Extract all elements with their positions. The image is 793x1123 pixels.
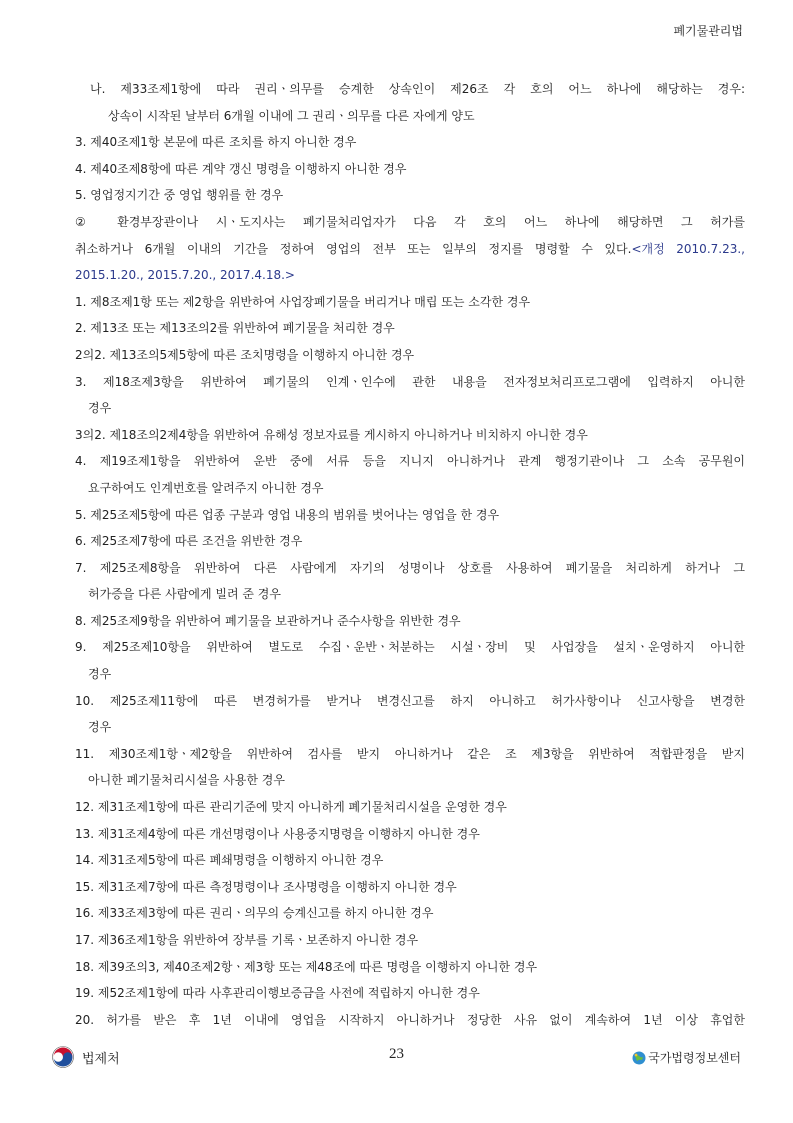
line-text: 13. 제31조제4항에 따른 개선명령이나 사용중지명령을 이행하지 아니한 경우 xyxy=(75,826,480,841)
text-line xyxy=(75,741,745,768)
line-text: 나. 제33조제1항에 따라 권리ㆍ의무를 승계한 상속인이 제26조 각 호의 어느 하나에 해당하는 경우: xyxy=(90,82,745,96)
text-line xyxy=(75,209,745,236)
text-line xyxy=(75,954,745,981)
line-text: 16. 제33조제3항에 따른 권리ㆍ의무의 승계신고를 하지 아니한 경우 xyxy=(75,906,434,921)
line-text: 2의2. 제13조의5제5항에 따른 조치명령을 이행하지 아니한 경우 xyxy=(75,347,415,362)
text-line xyxy=(75,129,745,156)
text-line xyxy=(75,634,745,661)
text-line xyxy=(75,874,745,901)
text-line xyxy=(75,714,745,741)
line-text: 취소하거나 6개월 이내의 기간을 정하여 영업의 전부 또는 일부의 정지를 명령할 수 있다. xyxy=(75,241,632,256)
text-line xyxy=(75,821,745,848)
text-line xyxy=(75,767,745,794)
law-info-center-label: 국가법령정보센터 xyxy=(648,1051,741,1065)
line-text: 2. 제13조 또는 제13조의2를 위반하여 폐기물을 처리한 경우 xyxy=(75,321,395,336)
line-text: 경우 xyxy=(88,667,112,682)
text-line xyxy=(75,1007,745,1034)
line-text: 5. 제25조제5항에 따른 업종 구분과 영업 내용의 범위를 벗어나는 영업을 한 경우 xyxy=(75,507,500,522)
line-text: 11. 제30조제1항ㆍ제2항을 위반하여 검사를 받지 아니하거나 같은 조 제3항을 위반하여 적합판정을 받지 xyxy=(75,746,745,761)
text-line xyxy=(75,342,745,369)
line-text: 5. 영업정지기간 중 영업 행위를 한 경우 xyxy=(75,188,284,203)
text-line xyxy=(75,581,745,608)
line-text: 1. 제8조제1항 또는 제2항을 위반하여 사업장폐기물을 버리거나 매립 또는 소각한 경우 xyxy=(75,294,531,309)
text-line xyxy=(75,661,745,688)
line-text: 3. 제18조제3항을 위반하여 폐기물의 인계ㆍ인수에 관한 내용을 전자정보처리프로그램에 입력하지 아니한 xyxy=(75,374,745,389)
text-line xyxy=(75,847,745,874)
line-text: 17. 제36조제1항을 위반하여 장부를 기록ㆍ보존하지 아니한 경우 xyxy=(75,933,419,947)
text-line xyxy=(75,262,745,289)
page-footer xyxy=(0,1044,793,1074)
line-text: 8. 제25조제9항을 위반하여 폐기물을 보관하거나 준수사항을 위반한 경우 xyxy=(75,613,461,628)
line-text: 10. 제25조제11항에 따른 변경허가를 받거나 변경신고를 하지 아니하고 허가사항이나 신고사항을 변경한 xyxy=(75,693,745,708)
text-line xyxy=(75,608,745,635)
page-number: 23 xyxy=(389,1046,404,1062)
line-text: 4. 제40조제8항에 따른 계약 갱신 명령을 이행하지 아니한 경우 xyxy=(75,161,407,176)
law-info-center-logo[interactable] xyxy=(632,1049,741,1066)
text-line xyxy=(75,369,745,396)
line-text: 경우 xyxy=(88,720,112,735)
text-line xyxy=(75,475,745,502)
line-text: 7. 제25조제8항을 위반하여 다른 사람에게 자기의 성명이나 상호를 사용하여 폐기물을 처리하게 하거나 그 xyxy=(75,560,745,575)
text-line xyxy=(75,156,745,183)
text-line xyxy=(75,182,745,209)
line-text: 12. 제31조제1항에 따른 관리기준에 맞지 아니하게 폐기물처리시설을 운영한 경우 xyxy=(75,800,507,815)
line-text: 20. 허가를 받은 후 1년 이내에 영업을 시작하지 아니하거나 정당한 사유 없이 계속하여 1년 이상 휴업한 xyxy=(75,1012,745,1027)
globe-icon xyxy=(632,1051,646,1065)
text-line xyxy=(75,900,745,927)
text-line xyxy=(75,528,745,555)
line-text: 9. 제25조제10항을 위반하여 별도로 수집ㆍ운반ㆍ처분하는 시설ㆍ장비 및 사업장을 설치ㆍ운영하지 아니한 xyxy=(75,640,745,655)
text-line xyxy=(75,395,745,422)
page-header-title: 폐기물관리법 xyxy=(673,24,743,38)
text-line xyxy=(75,555,745,582)
text-line xyxy=(75,422,745,449)
amendment-note: <개정 2010.7.23., xyxy=(631,241,745,256)
amendment-note: 2015.1.20., 2015.7.20., 2017.4.18.> xyxy=(75,268,295,283)
line-text: 4. 제19조제1항을 위반하여 운반 중에 서류 등을 지니지 아니하거나 관계 행정기관이나 그 소속 공무원이 xyxy=(75,454,745,469)
text-line xyxy=(75,448,745,475)
line-text: 18. 제39조의3, 제40조제2항ㆍ제3항 또는 제48조에 따른 명령을 이행하지 아니한 경우 xyxy=(75,959,538,974)
moleg-label: 법제처 xyxy=(82,1051,120,1067)
line-text: 아니한 폐기물처리시설을 사용한 경우 xyxy=(88,773,285,788)
law-text-body xyxy=(75,76,745,1033)
text-line xyxy=(75,980,745,1007)
line-text: ② 환경부장관이나 시ㆍ도지사는 폐기물처리업자가 다음 각 호의 어느 하나에 해당하면 그 허가를 xyxy=(75,214,745,229)
line-text: 15. 제31조제7항에 따른 측정명령이나 조사명령을 이행하지 아니한 경우 xyxy=(75,879,457,894)
line-text: 14. 제31조제5항에 따른 폐쇄명령을 이행하지 아니한 경우 xyxy=(75,853,384,868)
text-line xyxy=(75,688,745,715)
text-line xyxy=(75,76,745,103)
text-line xyxy=(75,315,745,342)
line-text: 19. 제52조제1항에 따라 사후관리이행보증금을 사전에 적립하지 아니한 경우 xyxy=(75,986,480,1001)
line-text: 6. 제25조제7항에 따른 조건을 위반한 경우 xyxy=(75,534,303,549)
line-text: 3. 제40조제1항 본문에 따른 조치를 하지 아니한 경우 xyxy=(75,135,357,150)
text-line xyxy=(75,289,745,316)
text-line xyxy=(75,502,745,529)
line-text: 3의2. 제18조의2제4항을 위반하여 유해성 정보자료를 게시하지 아니하거나 비치하지 아니한 경우 xyxy=(75,427,588,442)
line-text: 경우 xyxy=(88,401,112,416)
line-text: 상속이 시작된 날부터 6개월 이내에 그 권리ㆍ의무를 다른 자에게 양도 xyxy=(108,108,475,123)
text-line xyxy=(75,794,745,821)
text-line xyxy=(75,103,745,130)
line-text: 요구하여도 인계번호를 알려주지 아니한 경우 xyxy=(88,480,324,495)
text-line xyxy=(75,236,745,263)
text-line xyxy=(75,927,745,954)
line-text: 허가증을 다른 사람에게 빌려 준 경우 xyxy=(88,587,281,602)
